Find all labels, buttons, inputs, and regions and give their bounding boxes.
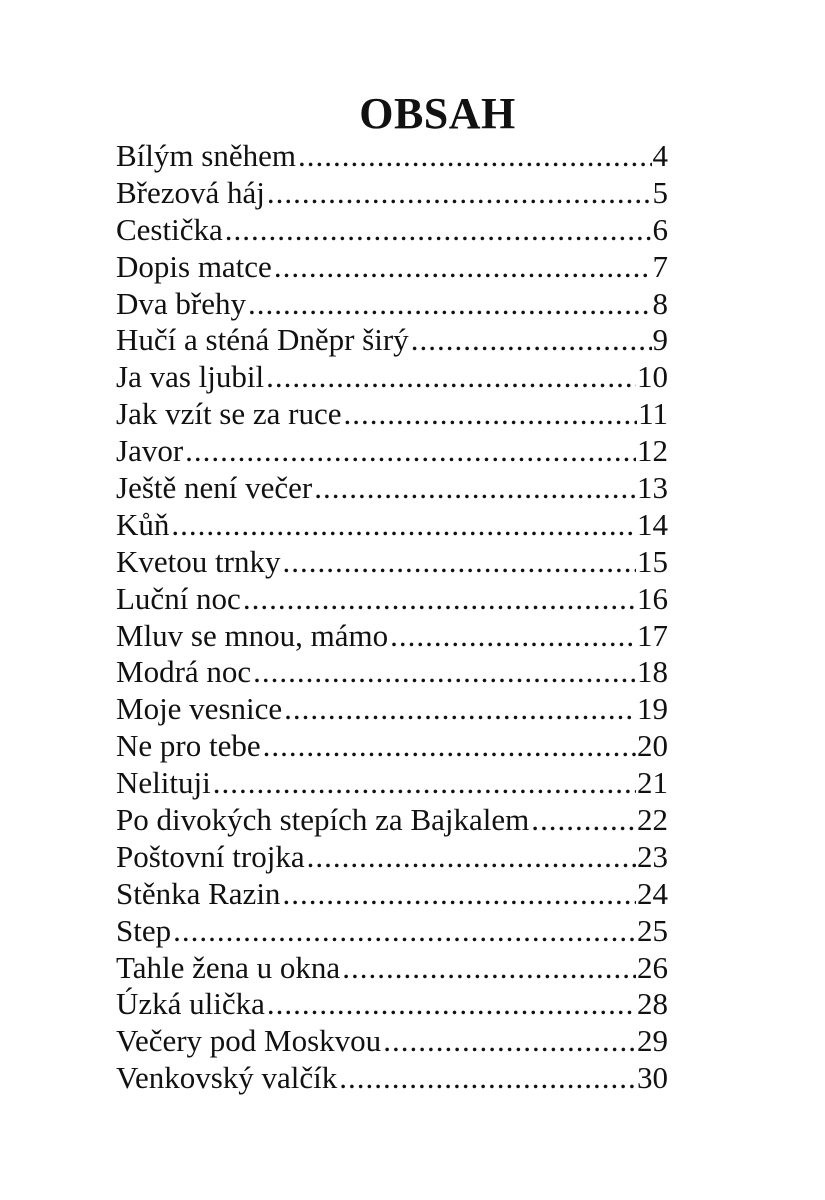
toc-entry-title: Březová háj — [116, 174, 265, 210]
toc-entry-page-number: 28 — [637, 986, 668, 1022]
toc-entry-page-number: 6 — [652, 211, 668, 247]
toc-entry-page-number: 4 — [652, 138, 668, 173]
toc-entry-page-number: 26 — [637, 949, 668, 985]
toc-entry-title: Tahle žena u okna — [116, 949, 341, 985]
toc-entry — [116, 138, 668, 175]
toc-entry-title: Ja vas ljubil — [116, 359, 265, 395]
toc-entry-page-number: 8 — [652, 285, 668, 321]
toc-entry-page-number: 5 — [652, 174, 668, 210]
toc-entry-title: Venkovský valčík — [116, 1060, 338, 1096]
toc-entry-page-number: 23 — [637, 838, 668, 874]
dot-leader — [171, 507, 636, 543]
toc-entry — [116, 581, 668, 618]
dot-leader — [390, 618, 636, 654]
toc-entry-page-number: 9 — [652, 322, 668, 358]
toc-entry-page-number: 7 — [652, 248, 668, 284]
dot-leader — [267, 175, 652, 211]
dot-leader — [213, 765, 636, 801]
toc-entry-title: Poštovní trojka — [116, 838, 305, 874]
toc-entry-page-number: 22 — [637, 802, 668, 838]
toc-entry-page-number: 18 — [637, 654, 668, 690]
toc-entry-title: Nelituji — [116, 765, 211, 801]
toc-entry-page-number: 14 — [637, 506, 668, 542]
toc-entry — [116, 654, 668, 691]
toc-entry-page-number: 20 — [637, 728, 668, 764]
dot-leader — [266, 359, 636, 395]
toc-entry-page-number: 12 — [637, 433, 668, 469]
toc-entry-page-number: 21 — [637, 765, 668, 801]
toc-entry-title: Jak vzít se za ruce — [116, 396, 342, 432]
toc-entry — [116, 950, 668, 987]
toc-entry-title: Ne pro tebe — [116, 728, 261, 764]
dot-leader — [248, 286, 652, 322]
toc-entry-page-number: 13 — [637, 470, 668, 506]
toc-entry — [116, 691, 668, 728]
toc-entry — [116, 765, 668, 802]
toc-entry-page-number: 10 — [637, 359, 668, 395]
dot-leader — [225, 212, 652, 248]
toc-entry-title: Mluv se mnou, mámo — [116, 617, 389, 653]
toc-entry-title: Večery pod Moskvou — [116, 1023, 382, 1059]
toc-entry — [116, 286, 668, 323]
dot-leader — [263, 728, 636, 764]
toc-entry-page-number: 17 — [637, 617, 668, 653]
toc-entry-page-number: 30 — [637, 1060, 668, 1096]
dot-leader — [411, 322, 652, 358]
toc-entry-title: Ještě není večer — [116, 470, 313, 506]
toc-entry — [116, 322, 668, 359]
toc-entry-page-number: 25 — [637, 912, 668, 948]
toc-entry-title: Dopis matce — [116, 248, 272, 284]
toc-entry-title: Po divokých stepích za Bajkalem — [116, 802, 530, 838]
page-title: OBSAH — [359, 89, 516, 138]
dot-leader — [314, 470, 636, 506]
dot-leader — [339, 1060, 636, 1096]
toc-entry-title: Modrá noc — [116, 654, 252, 690]
toc-entry — [116, 802, 668, 839]
dot-leader — [267, 986, 636, 1022]
toc-entry — [116, 470, 668, 507]
toc-entry-page-number: 16 — [637, 580, 668, 616]
dot-leader — [282, 876, 636, 912]
toc-entry-page-number: 11 — [638, 396, 668, 432]
toc-entry-title: Hučí a sténá Dněpr širý — [116, 322, 409, 358]
toc-entry-page-number: 15 — [637, 543, 668, 579]
toc-entry — [116, 249, 668, 286]
dot-leader — [344, 396, 638, 432]
toc-entry — [116, 212, 668, 249]
toc-entry-title: Dva břehy — [116, 285, 246, 321]
toc-entry — [116, 728, 668, 765]
toc-entry-title: Javor — [116, 433, 184, 469]
dot-leader — [243, 581, 636, 617]
dot-leader — [383, 1023, 636, 1059]
dot-leader — [253, 654, 636, 690]
toc-entry — [116, 544, 668, 581]
dot-leader — [173, 913, 636, 949]
toc-entry-title: Cestička — [116, 211, 223, 247]
toc-entry-title: Kvetou trnky — [116, 543, 281, 579]
dot-leader — [307, 839, 636, 875]
toc-entry-title: Luční noc — [116, 580, 241, 616]
toc-entry-title: Stěnka Razin — [116, 875, 281, 911]
toc-entry — [116, 1023, 668, 1060]
table-of-contents — [116, 138, 668, 1097]
toc-entry — [116, 1060, 668, 1097]
toc-entry — [116, 618, 668, 655]
toc-entry — [116, 986, 668, 1023]
toc-entry-title: Moje vesnice — [116, 691, 283, 727]
dot-leader — [298, 138, 652, 174]
toc-entry-page-number: 29 — [637, 1023, 668, 1059]
dot-leader — [284, 691, 636, 727]
dot-leader — [274, 249, 652, 285]
toc-entry — [116, 876, 668, 913]
toc-entry-page-number: 24 — [637, 875, 668, 911]
toc-entry-title: Kůň — [116, 506, 170, 542]
dot-leader — [282, 544, 636, 580]
toc-entry — [116, 507, 668, 544]
toc-entry — [116, 433, 668, 470]
dot-leader — [531, 802, 636, 838]
toc-entry — [116, 913, 668, 950]
toc-entry-title: Bílým sněhem — [116, 138, 296, 173]
toc-entry — [116, 396, 668, 433]
toc-entry-title: Step — [116, 912, 172, 948]
toc-entry — [116, 839, 668, 876]
toc-entry-title: Úzká ulička — [116, 986, 265, 1022]
dot-leader — [185, 433, 636, 469]
toc-entry — [116, 359, 668, 396]
toc-entry-page-number: 19 — [637, 691, 668, 727]
dot-leader — [342, 950, 636, 986]
toc-entry — [116, 175, 668, 212]
